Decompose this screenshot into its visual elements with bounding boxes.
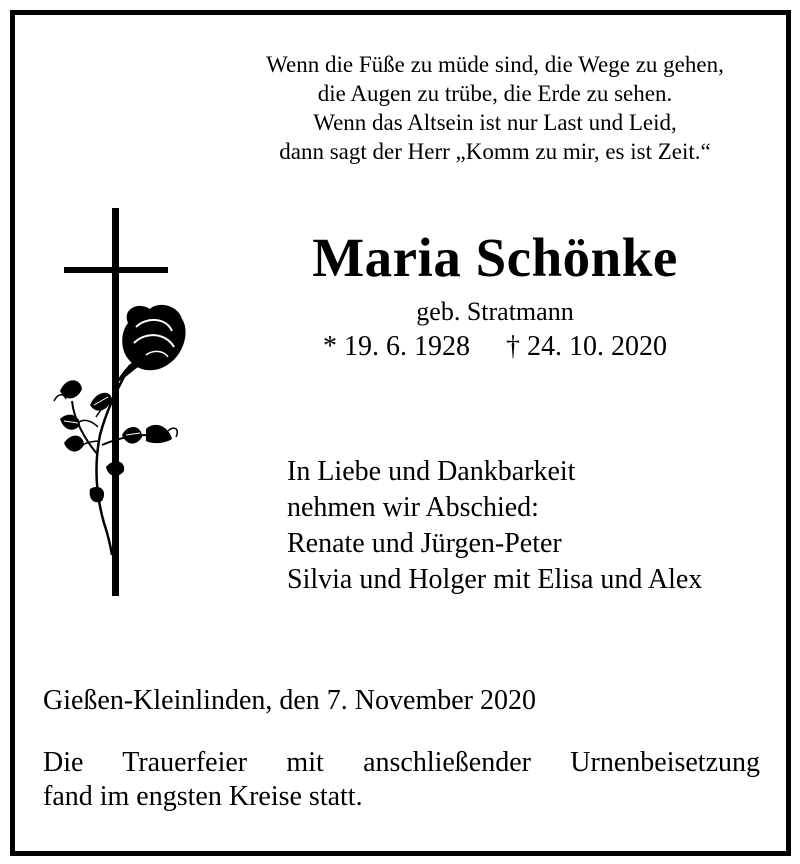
verse-line: dann sagt der Herr „Komm zu mir, es ist Zeit.“ bbox=[279, 139, 711, 164]
family-line: Renate und Jürgen-Peter bbox=[287, 528, 562, 559]
birth-date: * 19. 6. 1928 bbox=[323, 331, 470, 362]
life-dates bbox=[240, 330, 750, 364]
family-block bbox=[287, 454, 702, 598]
verse-line: Wenn das Altsein ist nur Last und Leid, bbox=[313, 110, 677, 135]
deceased-name: Maria Schönke bbox=[312, 227, 678, 288]
place-and-date: Gießen-Kleinlinden, den 7. November 2020 bbox=[43, 685, 536, 716]
death-date: † 24. 10. 2020 bbox=[506, 331, 667, 362]
funeral-note-line: fand im engsten Kreise statt. bbox=[43, 781, 363, 812]
cross-icon bbox=[64, 208, 168, 596]
funeral-note-line: Die Trauerfeier mit anschließender Urnenbeisetzung bbox=[43, 747, 760, 778]
family-line: nehmen wir Abschied: bbox=[287, 492, 539, 523]
verse-line: Wenn die Füße zu müde sind, die Wege zu gehen, bbox=[266, 52, 724, 77]
memorial-verse bbox=[200, 50, 790, 166]
family-line: Silvia und Holger mit Elisa und Alex bbox=[287, 564, 703, 595]
maiden-name: geb. Stratmann bbox=[416, 297, 574, 326]
cross-with-rose-icon bbox=[50, 205, 200, 600]
rose-icon bbox=[54, 305, 186, 555]
family-line: In Liebe und Dankbarkeit bbox=[287, 456, 576, 487]
verse-line: die Augen zu trübe, die Erde zu sehen. bbox=[317, 81, 673, 106]
funeral-note bbox=[43, 746, 760, 814]
